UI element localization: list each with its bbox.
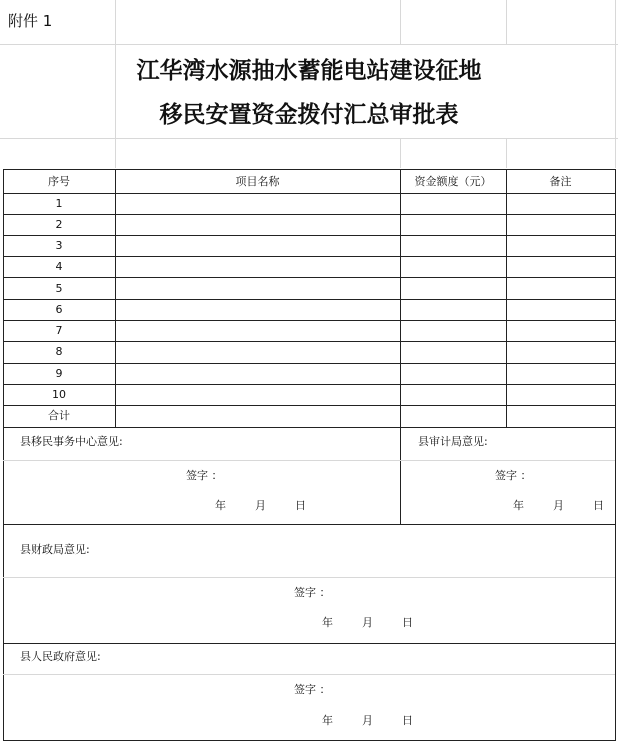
row-divider <box>3 193 616 194</box>
row-divider <box>3 341 616 342</box>
row-divider <box>3 214 616 215</box>
row-divider <box>3 363 616 364</box>
table-border-bottom <box>3 740 616 741</box>
row-number: 10 <box>52 388 66 401</box>
audit-bureau-opinion-label: 县审计局意见: <box>418 435 488 448</box>
col-header-project-name: 项目名称 <box>235 175 280 188</box>
total-label: 合计 <box>48 409 70 422</box>
table-border-top <box>3 169 616 170</box>
signature-label: 签字 ： <box>294 683 331 696</box>
month-label: 月 <box>553 499 564 512</box>
row-divider <box>3 299 616 300</box>
section-divider <box>3 643 616 644</box>
row-number: 4 <box>55 260 63 273</box>
col-header-remarks: 备注 <box>549 175 572 188</box>
row-number: 7 <box>55 324 63 337</box>
row-number: 8 <box>55 345 63 358</box>
month-label: 月 <box>255 499 266 512</box>
day-label: 日 <box>402 714 413 727</box>
signature-label: 签字 ： <box>294 586 331 599</box>
section-divider <box>3 524 616 525</box>
gridline <box>400 138 401 168</box>
table-border-right <box>615 169 616 741</box>
gridline <box>506 0 507 44</box>
row-divider <box>3 320 616 321</box>
table-border-left <box>3 169 4 741</box>
year-label: 年 <box>215 499 226 512</box>
finance-bureau-opinion-label: 县财政局意见: <box>20 543 90 556</box>
row-number: 6 <box>55 303 63 316</box>
gridline <box>3 460 615 461</box>
attachment-label: 附件 1 <box>8 12 53 30</box>
row-divider <box>3 427 616 428</box>
row-number: 2 <box>55 218 63 231</box>
year-label: 年 <box>322 714 333 727</box>
column-divider <box>115 169 116 427</box>
month-label: 月 <box>362 616 373 629</box>
signature-label: 签字 ： <box>495 469 532 482</box>
row-number: 1 <box>55 197 63 210</box>
form-title-line-1: 江华湾水源抽水蓄能电站建设征地 <box>136 57 482 84</box>
county-government-opinion-label: 县人民政府意见: <box>20 650 101 663</box>
day-label: 日 <box>593 499 604 512</box>
row-divider <box>3 256 616 257</box>
resettlement-center-opinion-label: 县移民事务中心意见: <box>20 435 123 448</box>
col-header-amount: 资金额度（元） <box>414 175 492 188</box>
col-header-seq: 序号 <box>48 175 70 188</box>
signature-label: 签字 ： <box>186 469 223 482</box>
row-divider <box>3 235 616 236</box>
gridline <box>3 577 615 578</box>
row-divider <box>3 277 616 278</box>
column-divider <box>506 169 507 427</box>
day-label: 日 <box>295 499 306 512</box>
gridline <box>400 0 401 44</box>
year-label: 年 <box>322 616 333 629</box>
row-divider <box>3 384 616 385</box>
gridline <box>506 138 507 168</box>
gridline <box>0 44 618 45</box>
day-label: 日 <box>402 616 413 629</box>
year-label: 年 <box>513 499 524 512</box>
row-number: 3 <box>55 239 63 252</box>
column-divider <box>400 169 401 524</box>
gridline <box>0 138 618 139</box>
form-title-line-2: 移民安置资金拨付汇总审批表 <box>159 101 459 128</box>
row-number: 9 <box>55 367 63 380</box>
month-label: 月 <box>362 714 373 727</box>
row-divider <box>3 405 616 406</box>
row-number: 5 <box>55 282 63 295</box>
gridline <box>3 674 615 675</box>
